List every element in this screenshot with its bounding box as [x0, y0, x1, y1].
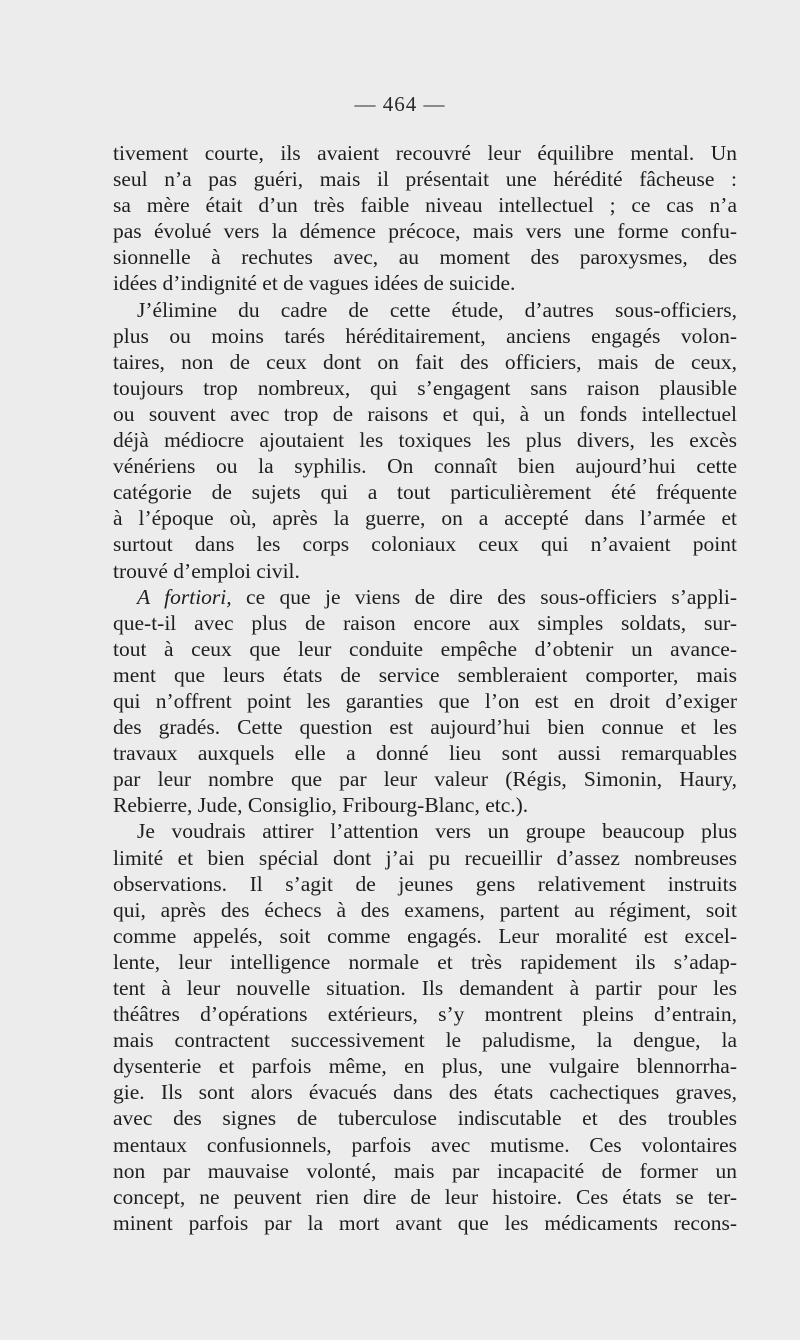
text-line: minent parfois par la mort avant que les médicaments recons- — [113, 1210, 737, 1235]
text-line: surtout dans les corps coloniaux ceux qui n’avaient point — [113, 532, 737, 557]
text-line: qui, après des échecs à des examens, partent au régiment, soit — [113, 897, 737, 922]
text-line: travaux auxquels elle a donné lieu sont aussi remarquables — [113, 741, 737, 766]
text-line: observations. Il s’agit de jeunes gens relativement instruits — [113, 871, 737, 896]
text-line — [113, 584, 737, 610]
text-line: dysenterie et parfois même, en plus, une vulgaire blennorrha- — [113, 1054, 737, 1079]
text-line: non par mauvaise volonté, mais par incapacité de former un — [113, 1158, 737, 1183]
text-line: toujours trop nombreux, qui s’engagent sans raison plausible — [113, 375, 737, 400]
text-line: mais contractent successivement le paludisme, la dengue, la — [113, 1028, 737, 1053]
text-line: plus ou moins tarés héréditairement, anciens engagés volon- — [113, 323, 737, 348]
text-line: seul n’a pas guéri, mais il présentait une hérédité fâcheuse : — [113, 167, 737, 192]
text-line: vénériens ou la syphilis. On connaît bien aujourd’hui cette — [113, 454, 737, 479]
page-number: — 464 — — [354, 92, 446, 116]
body-text — [113, 140, 737, 1236]
text-line: trouvé d’emploi civil. — [113, 558, 300, 583]
text-line: limité et bien spécial dont j’ai pu recueillir d’assez nombreuses — [113, 845, 737, 870]
text-line: concept, ne peuvent rien dire de leur histoire. Ces états se ter- — [113, 1184, 737, 1209]
line-rest: ce que je viens de dire des sous-officiers s’appli- — [231, 584, 737, 609]
text-line: des gradés. Cette question est aujourd’hui bien connue et les — [113, 715, 737, 740]
italic-lead: A fortiori, — [137, 584, 232, 609]
text-line: Je voudrais attirer l’attention vers un groupe beaucoup plus — [137, 819, 737, 844]
text-line: ment que leurs états de service sembleraient comporter, mais — [113, 662, 737, 687]
text-line: mentaux confusionnels, parfois avec mutisme. Ces volontaires — [113, 1132, 737, 1157]
paragraph — [113, 584, 737, 819]
text-line: tent à leur nouvelle situation. Ils demandent à partir pour les — [113, 976, 737, 1000]
text-line: idées d’indignité et de vagues idées de suicide. — [113, 271, 516, 296]
text-line: sionnelle à rechutes avec, au moment des paroxysmes, des — [113, 245, 737, 270]
paragraph — [113, 297, 737, 584]
paragraph — [113, 818, 737, 1236]
text-line: tout à ceux que leur conduite empêche d’obtenir un avance- — [113, 636, 737, 661]
text-line: tivement courte, ils avaient recouvré leur équilibre mental. Un — [113, 141, 737, 165]
text-line: taires, non de ceux dont on fait des officiers, mais de ceux, — [113, 349, 737, 374]
text-line: déjà médiocre ajoutaient les toxiques les plus divers, les excès — [113, 428, 737, 453]
paragraph — [113, 140, 737, 297]
text-line: sa mère était d’un très faible niveau intellectuel ; ce cas n’a — [113, 193, 737, 218]
text-line: pas évolué vers la démence précoce, mais vers une forme confu- — [113, 219, 737, 244]
text-line: gie. Ils sont alors évacués dans des états cachectiques graves, — [113, 1080, 737, 1105]
text-line: J’élimine du cadre de cette étude, d’autres sous-officiers, — [137, 297, 737, 322]
text-line: lente, leur intelligence normale et très rapidement ils s’adap- — [113, 949, 737, 974]
text-line: ou souvent avec trop de raisons et qui, à un fonds intellectuel — [113, 401, 737, 426]
text-line: comme appelés, soit comme engagés. Leur moralité est excel- — [113, 923, 737, 948]
text-line: théâtres d’opérations extérieurs, s’y montrent pleins d’entrain, — [113, 1002, 737, 1027]
text-line: qui n’offrent point les garanties que l’on est en droit d’exiger — [113, 688, 737, 713]
text-line: avec des signes de tuberculose indiscutable et des troubles — [113, 1106, 737, 1131]
text-line: que-t-il avec plus de raison encore aux simples soldats, sur- — [113, 610, 737, 635]
text-line: catégorie de sujets qui a tout particulièrement été fréquente — [113, 480, 737, 505]
text-line: à l’époque où, après la guerre, on a accepté dans l’armée et — [113, 506, 737, 531]
text-line: par leur nombre que par leur valeur (Régis, Simonin, Haury, — [113, 767, 737, 792]
text-line: Rebierre, Jude, Consiglio, Fribourg-Blanc, etc.). — [113, 793, 529, 818]
